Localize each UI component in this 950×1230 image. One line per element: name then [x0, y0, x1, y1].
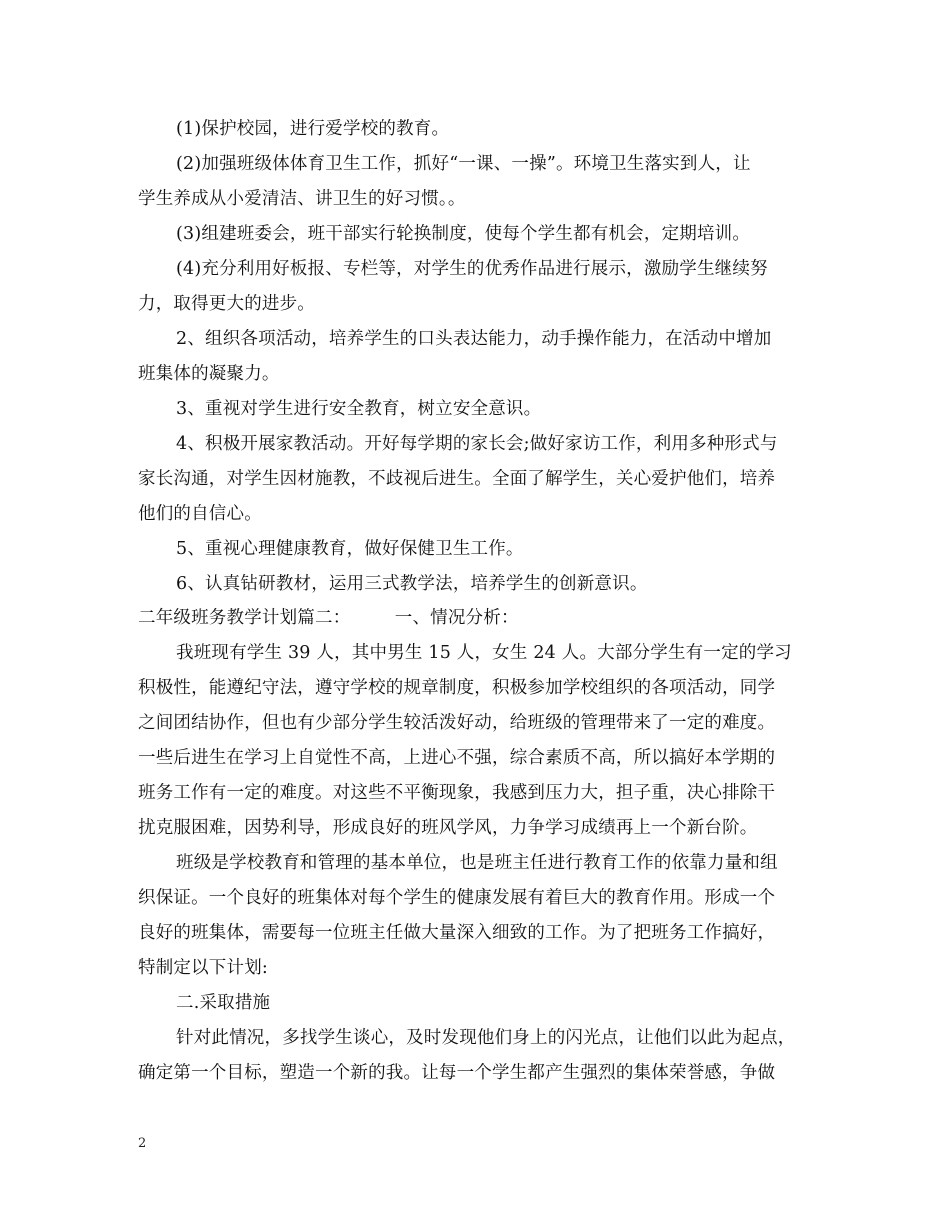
text-line: 之间团结协作，但也有少部分学生较活泼好动，给班级的管理带来了一定的难度。 — [138, 713, 776, 733]
text-line: (3)组建班委会，班干部实行轮换制度，使每个学生都有机会，定期培训。 — [176, 224, 751, 244]
text-line: 班级是学校教育和管理的基本单位，也是班主任进行教育工作的依靠力量和组 — [176, 853, 778, 873]
text-line: 确定第一个目标，塑造一个新的我。让每一个学生都产生强烈的集体荣誉感，争做 — [138, 1063, 776, 1083]
text-line: 一些后进生在学习上自觉性不高，上进心不强，综合素质不高，所以搞好本学期的 — [138, 748, 776, 768]
section-heading: 二.采取措施 — [176, 993, 271, 1013]
text-line: 5、重视心理健康教育，做好保健卫生工作。 — [176, 539, 524, 559]
text-line: 4、积极开展家教活动。开好每学期的家长会;做好家访工作，利用多种形式与 — [176, 434, 778, 454]
text-line: 针对此情况，多找学生谈心，及时发现他们身上的闪光点，让他们以此为起点， — [176, 1028, 796, 1048]
text-line: 他们的自信心。 — [138, 504, 262, 524]
text-line: 我班现有学生 39 人，其中男生 15 人，女生 24 人。大部分学生有一定的学习 — [176, 643, 792, 663]
text-line: 积极性，能遵纪守法，遵守学校的规章制度，积极参加学校组织的各项活动，同学 — [138, 678, 776, 698]
text-line: (2)加强班级体体育卫生工作，抓好“一课、一操”。环境卫生落实到人，让 — [176, 154, 751, 174]
text-line: 2、组织各项活动，培养学生的口头表达能力，动手操作能力，在活动中增加 — [176, 329, 772, 349]
text-line: (4)充分利用好板报、专栏等，对学生的优秀作品进行展示，激励学生继续努 — [176, 259, 768, 279]
text-line: 3、重视对学生进行安全教育，树立安全意识。 — [176, 399, 542, 419]
text-line: 家长沟通，对学生因材施教，不歧视后进生。全面了解学生，关心爱护他们，培养 — [138, 469, 776, 489]
text-line: 扰克服困难，因势利导，形成良好的班风学风，力争学习成绩再上一个新台阶。 — [138, 818, 758, 838]
text-line: 良好的班集体，需要每一位班主任做大量深入细致的工作。为了把班务工作搞好， — [138, 923, 776, 943]
page-number: 2 — [138, 1136, 147, 1151]
text-line: 班集体的凝聚力。 — [138, 364, 280, 384]
text-line: 力，取得更大的进步。 — [138, 294, 315, 314]
text-line: 学生养成从小爱清洁、讲卫生的好习惯。。 — [138, 189, 466, 209]
text-line: 织保证。一个良好的班集体对每个学生的健康发展有着巨大的教育作用。形成一个 — [138, 888, 776, 908]
text-line: 班务工作有一定的难度。对这些不平衡现象，我感到压力大，担子重，决心排除干 — [138, 783, 776, 803]
text-line: 特制定以下计划: — [138, 958, 268, 978]
text-line: 6、认真钻研教材，运用三式教学法，培养学生的创新意识。 — [176, 574, 648, 594]
text-line: (1)保护校园，进行爱学校的教育。 — [176, 119, 450, 139]
section-heading: 二年级班务教学计划篇二： 一、情况分析： — [138, 608, 519, 628]
